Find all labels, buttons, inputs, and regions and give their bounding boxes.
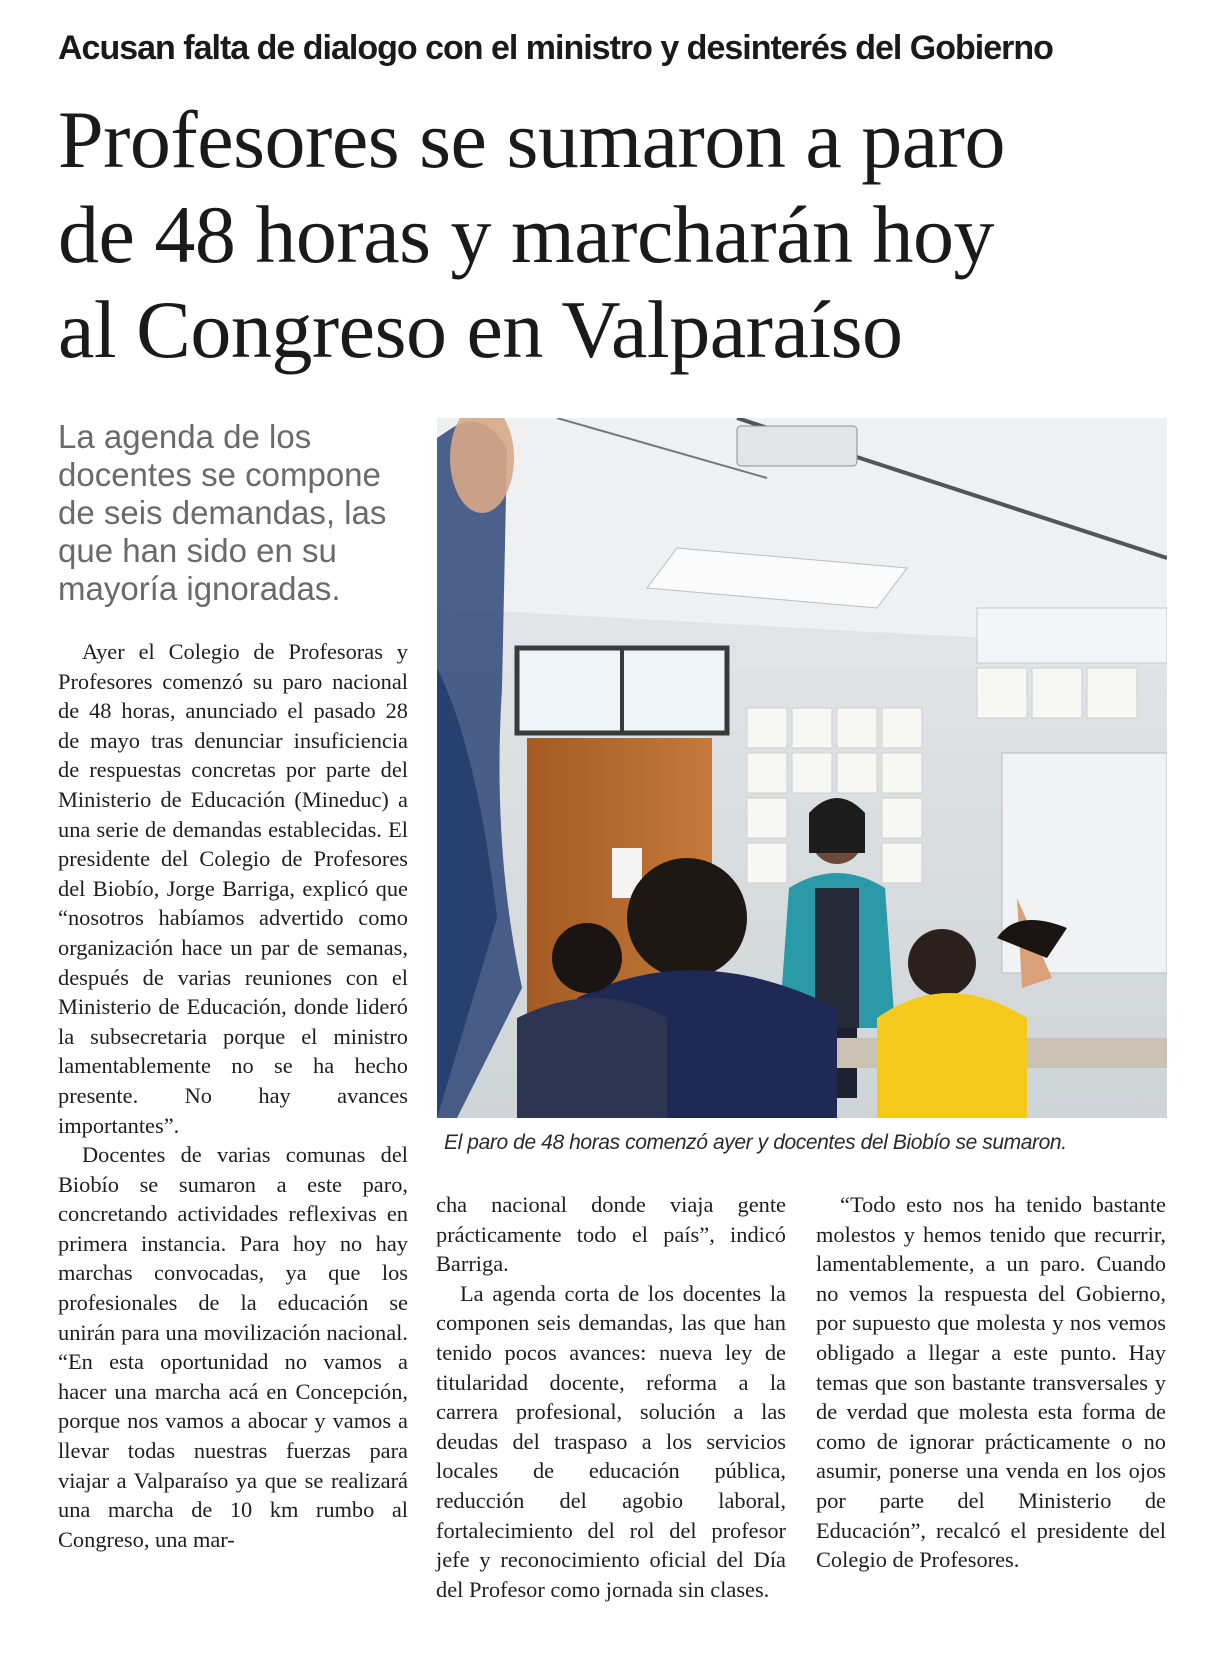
body-paragraph-2-continued: cha nacional donde viaja gente prácticamente todo el país”, indicó Barriga. (436, 1192, 786, 1277)
article-lead: La agenda de los docentes se compone de seis demandas, las que han sido en su mayoría ignoradas. (58, 418, 387, 607)
body-paragraph-4: “Todo esto nos ha tenido bastante molestos y hemos tenido que recurrir, lamentablemente, a un paro. Cuando no vemos la respuesta del Gobierno, por supuesto que molesta y nos vemos obligado a llegar a este punto. Hay temas que son bastante transversales y de verdad que molesta esta forma de como de ignorar prácticamente o no asumir, ponerse una venda en los ojos por parte del Ministerio de Educación”, recalcó el presidente del Colegio de Profesores. (816, 1192, 1166, 1573)
headline-line-3: al Congreso en Valparaíso (58, 284, 903, 375)
headline-line-2: de 48 horas y marcharán hoy (58, 189, 994, 280)
body-column-1 (58, 637, 408, 1554)
photo-caption: El paro de 48 horas comenzó ayer y docentes del Biobío se sumaron. (444, 1131, 1067, 1154)
body-column-2 (436, 1190, 786, 1604)
body-paragraph-1: Ayer el Colegio de Profesoras y Profesores comenzó su paro nacional de 48 horas, anunciado el pasado 28 de mayo tras denunciar insuficiencia de respuestas concretas por parte del Ministerio de Educación (Mineduc) a una serie de demandas establecidas. El presidente del Colegio de Profesores del Biobío, Jorge Barriga, explicó que “nosotros habíamos advertido como organización hace un par de semanas, después de varias reuniones con el Ministerio de Educación, donde lideró la subsecretaria porque el ministro lamentablemente no se ha hecho presente. No hay avances importantes”. (58, 639, 408, 1138)
headline-line-1: Profesores se sumaron a paro (58, 94, 1005, 185)
article-headline (58, 92, 1178, 377)
classroom-photo-illustration (437, 418, 1167, 1118)
article-photo (437, 418, 1167, 1118)
body-paragraph-2: Docentes de varias comunas del Biobío se sumaron a este paro, concretando actividades reflexivas en primera instancia. Para hoy no hay marchas convocadas, ya que los profesionales de la educación se unirán para una movilización nacional. “En esta oportunidad no vamos a hacer una marcha acá en Concepción, porque nos vamos a abocar y vamos a llevar todas nuestras fuerzas para viajar a Valparaíso ya que se realizará una marcha de 10 km rumbo al Congreso, una mar- (58, 1142, 408, 1552)
body-paragraph-3: La agenda corta de los docentes la componen seis demandas, las que han tenido pocos avances: nueva ley de titularidad docente, reforma a la carrera profesional, solución a las deudas del traspaso a los servicios locales de educación pública, reducción del agobio laboral, fortalecimiento del rol del profesor jefe y reconocimiento oficial del Día del Profesor como jornada sin clases. (436, 1280, 786, 1602)
body-column-3 (816, 1190, 1166, 1575)
article-kicker: Acusan falta de dialogo con el ministro y desinterés del Gobierno (58, 29, 1053, 67)
